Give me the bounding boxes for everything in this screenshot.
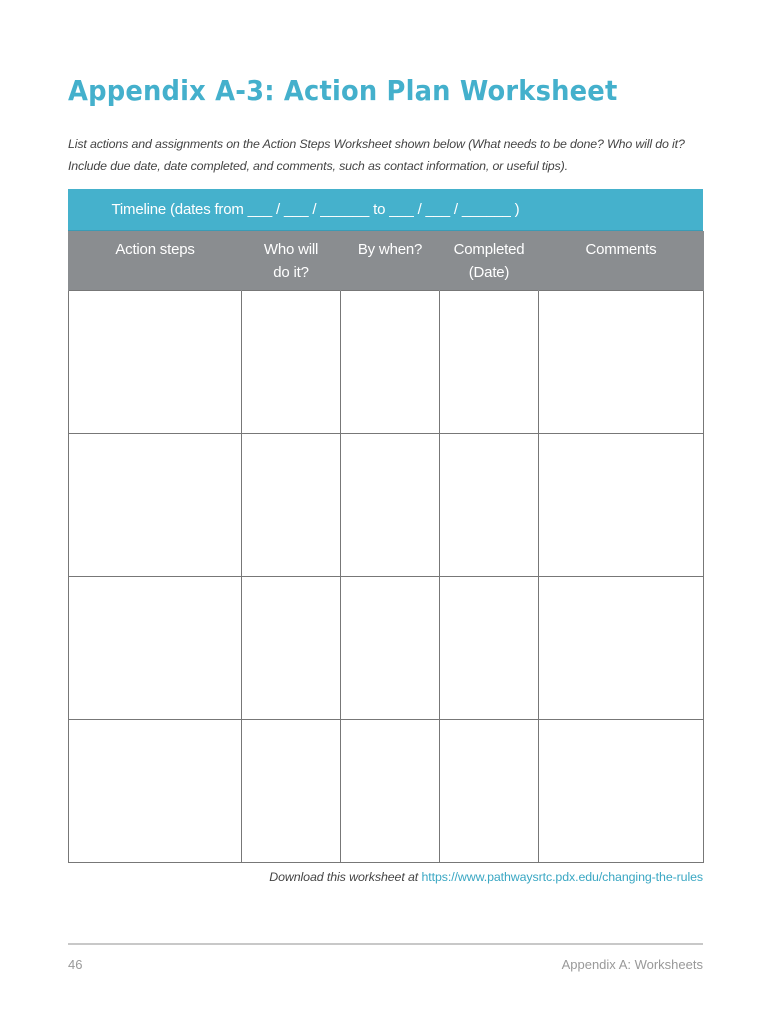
cell-by-when[interactable] [341,290,440,433]
cell-completed-date[interactable] [440,433,539,576]
cell-who-will-do-it[interactable] [242,576,341,719]
cell-who-will-do-it[interactable] [242,433,341,576]
column-header-who-will-do-it [242,231,341,290]
cell-who-will-do-it[interactable] [242,290,341,433]
column-header-row [69,231,704,290]
cell-comments[interactable] [539,433,704,576]
cell-completed-date[interactable] [440,576,539,719]
table-row [69,290,704,433]
column-header-label: Who will [263,241,319,258]
cell-completed-date[interactable] [440,290,539,433]
page-number: 46 [68,957,83,972]
footer-section-title: Appendix A: Worksheets [561,957,703,972]
cell-action-steps[interactable] [69,290,242,433]
action-steps-table [68,231,704,863]
column-header-label: By when? [357,241,423,258]
cell-completed-date[interactable] [440,719,539,862]
column-header-comments [539,231,704,290]
table-row [69,433,704,576]
column-header-label: Comments [585,241,657,258]
cell-action-steps[interactable] [69,576,242,719]
column-header-action-steps [69,231,242,290]
cell-action-steps[interactable] [69,433,242,576]
cell-comments[interactable] [539,290,704,433]
cell-comments[interactable] [539,576,704,719]
column-header-label: Action steps [115,241,195,258]
column-header-label: Completed [453,241,525,258]
table-row [69,576,704,719]
action-plan-worksheet [68,189,703,863]
download-note-text: Download this worksheet at [269,870,422,884]
instructions-line-2: Include due date, date completed, and comments, such as contact information, or useful tips). [68,159,568,173]
cell-by-when[interactable] [341,576,440,719]
cell-action-steps[interactable] [69,719,242,862]
column-header-by-when [341,231,440,290]
column-header-completed-date [440,231,539,290]
cell-who-will-do-it[interactable] [242,719,341,862]
cell-by-when[interactable] [341,433,440,576]
cell-comments[interactable] [539,719,704,862]
page-title: Appendix A-3: Action Plan Worksheet [68,74,618,107]
table-row [69,719,704,862]
footer-divider [68,943,703,945]
column-header-label: (Date) [468,264,510,281]
instructions [68,133,708,177]
download-note [269,870,703,884]
instructions-line-1: List actions and assignments on the Action Steps Worksheet shown below (What needs to be done? Who will do it? [68,137,685,151]
column-header-label: do it? [273,264,309,281]
cell-by-when[interactable] [341,719,440,862]
timeline-header: Timeline (dates from ___ / ___ / ______ to ___ / ___ / ______ ) [68,189,703,231]
download-link[interactable]: https://www.pathwaysrtc.pdx.edu/changing-the-rules [421,870,703,884]
